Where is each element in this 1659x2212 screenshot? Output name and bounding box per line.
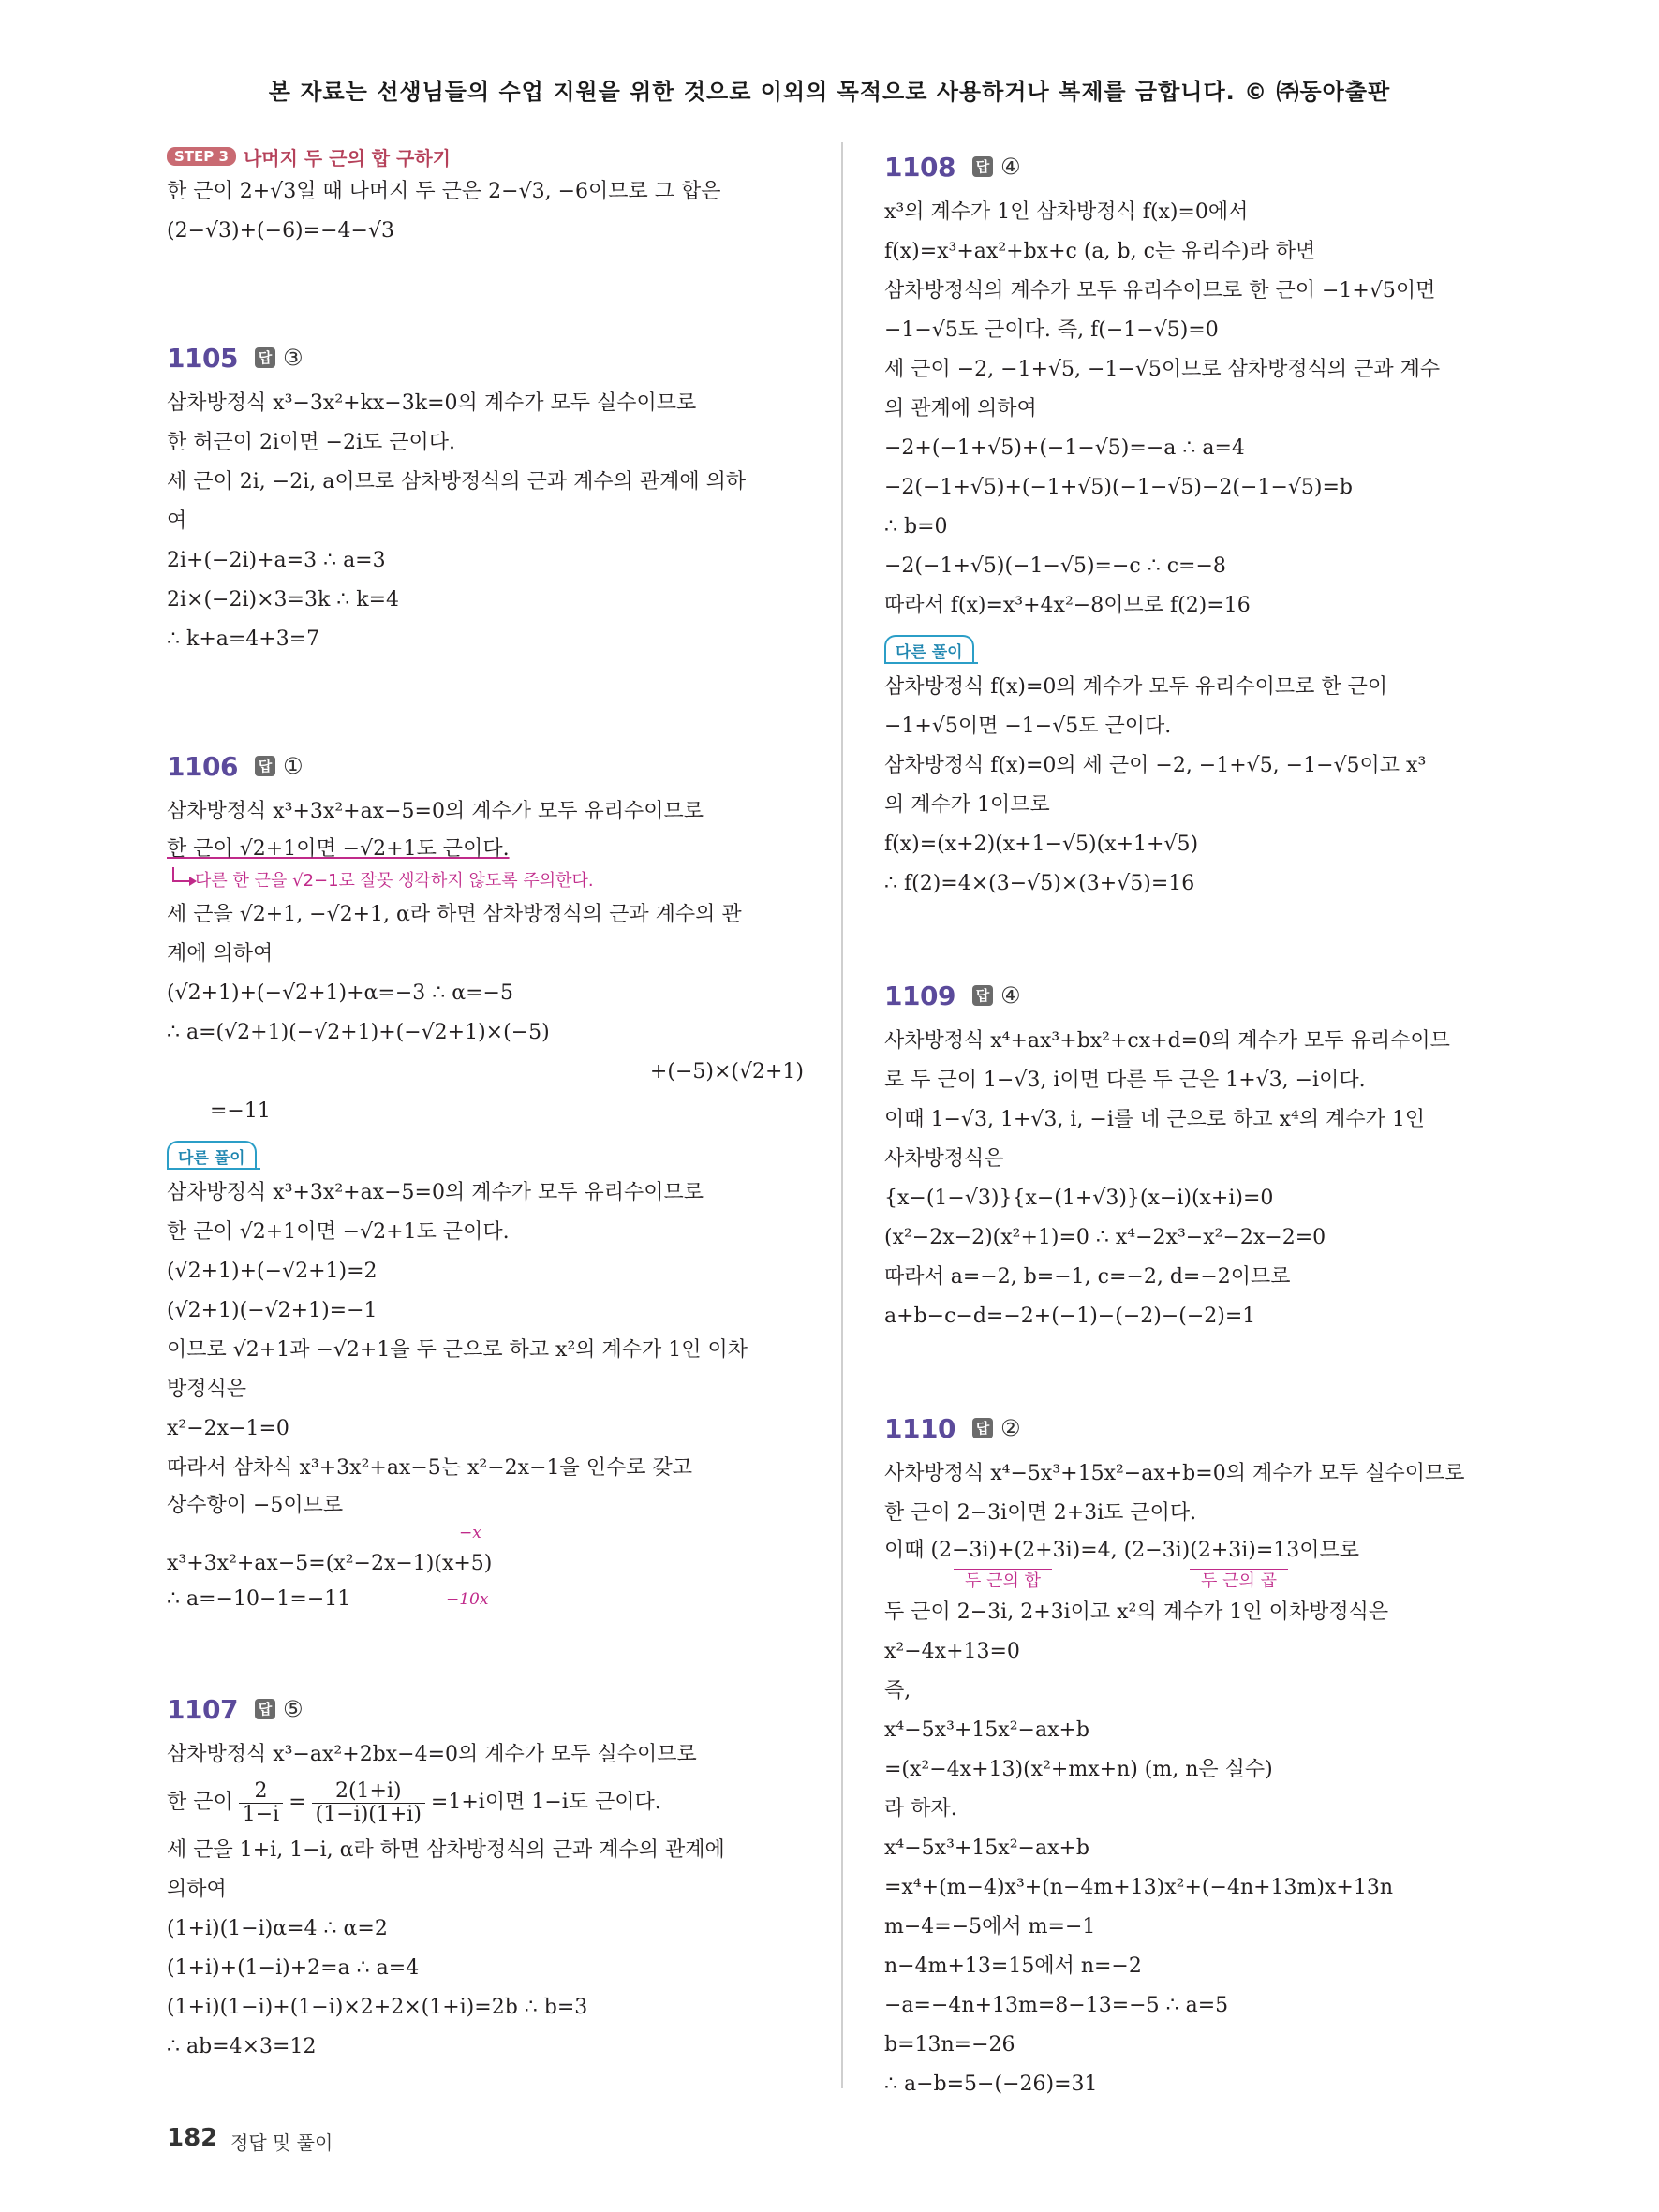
problem-1107 [167, 1683, 804, 2067]
left-column [167, 140, 804, 2067]
text-line: 세 근을 √2+1, −√2+1, α라 하면 삼차방정식의 근과 계수의 관 [167, 903, 742, 926]
product-of-roots-label: 두 근의 곱 [1190, 1569, 1288, 1594]
answer-choice: ⑤ [282, 1696, 304, 1722]
text-line: 삼차방정식 f(x)=0의 계수가 모두 유리수이므로 한 근이 [884, 675, 1388, 699]
step3-header [167, 140, 804, 172]
text-line: x²−2x−1=0 [167, 1417, 289, 1440]
text-line: x⁴−5x³+15x²−ax+b [884, 1836, 1090, 1860]
annotation-row [884, 1569, 1521, 1593]
problem-header [884, 1402, 1521, 1454]
text-line: −2(−1+√5)+(−1+√5)(−1−√5)−2(−1−√5)=b [884, 476, 1353, 499]
text-fragment: =1+i이면 1−i도 근이다. [430, 1791, 661, 1814]
text-line: 이때 (2−3i)+(2+3i)=4, (2−3i)(2+3i)=13이므로 [884, 1539, 1360, 1562]
text-line: 세 근을 1+i, 1−i, α라 하면 삼차방정식의 근과 계수의 관계에 [167, 1838, 725, 1862]
text-line: 의 관계에 의하여 [884, 397, 1037, 420]
answer-choice: ④ [1000, 154, 1021, 180]
text-line: (√2+1)+(−√2+1)=2 [167, 1260, 378, 1283]
text-line: 두 근이 2−3i, 2+3i이고 x²의 계수가 1인 이차방정식은 [884, 1600, 1389, 1624]
text-line: 삼차방정식의 계수가 모두 유리수이므로 한 근이 −1+√5이면 [884, 279, 1436, 302]
problem-number: 1108 [884, 151, 955, 183]
text-line: =(x²−4x+13)(x²+mx+n) (m, n은 실수) [884, 1758, 1273, 1781]
text-fragment: 한 근이 [167, 1791, 233, 1814]
caution-note [167, 867, 804, 895]
arrow-icon [172, 867, 191, 882]
problem-header [884, 140, 1521, 193]
text-line: −1+√5이면 −1−√5도 근이다. [884, 715, 1172, 738]
text-line: −2+(−1+√5)+(−1−√5)=−a ∴ a=4 [884, 436, 1245, 460]
text-line: 상수항이 −5이므로 [167, 1494, 344, 1517]
text-line [167, 1582, 804, 1617]
text-line: −1−√5도 근이다. 즉, f(−1−√5)=0 [884, 318, 1219, 342]
text-line: 라 하자. [884, 1797, 957, 1821]
fraction [239, 1780, 283, 1826]
text-line: (2−√3)+(−6)=−4−√3 [167, 219, 394, 243]
problem-header [167, 740, 804, 792]
answer-icon: 답 [972, 985, 993, 1006]
text-line: 삼차방정식 x³+3x²+ax−5=0의 계수가 모두 유리수이므로 [167, 1181, 704, 1204]
text-line: 한 허근이 2i이면 −2i도 근이다. [167, 431, 455, 454]
text-line: =x⁴+(m−4)x³+(n−4m+13)x²+(−4n+13m)x+13n [884, 1876, 1393, 1899]
text-line: b=13n=−26 [884, 2033, 1015, 2057]
denominator: 1−i [239, 1803, 283, 1826]
text-line [167, 832, 804, 867]
alt-solution-rule [167, 1168, 260, 1170]
right-column [884, 140, 1521, 2104]
fraction [312, 1780, 425, 1826]
fraction-line [167, 1775, 804, 1831]
text-line: 삼차방정식 x³+3x²+ax−5=0의 계수가 모두 유리수이므로 [167, 800, 704, 823]
text-line: x⁴−5x³+15x²−ax+b [884, 1718, 1090, 1742]
answer-icon: 답 [255, 1699, 275, 1719]
annotation-minus-10x: −10x [446, 1590, 489, 1609]
text-line: 여 [167, 509, 187, 533]
denominator: (1−i)(1+i) [312, 1803, 425, 1826]
text-line: 사차방정식은 [884, 1147, 1004, 1171]
text-line: 세 근이 −2, −1+√5, −1−√5이므로 삼차방정식의 근과 계수 [884, 358, 1441, 381]
final-answer: ∴ a=−10−1=−11 [167, 1587, 351, 1611]
text-line: x³의 계수가 1인 삼차방정식 f(x)=0에서 [884, 200, 1249, 224]
text-line: ∴ a=(√2+1)(−√2+1)+(−√2+1)×(−5) [167, 1021, 550, 1044]
problem-number: 1107 [167, 1693, 238, 1725]
text-line: ∴ f(2)=4×(3−√5)×(3+√5)=16 [884, 872, 1195, 895]
problem-1110 [884, 1402, 1521, 2104]
answer-icon: 답 [255, 756, 275, 776]
footer-label: 정답 및 풀이 [230, 2131, 333, 2154]
problem-number: 1105 [167, 342, 238, 374]
answer-choice: ③ [282, 345, 304, 371]
text-line: ∴ a−b=5−(−26)=31 [884, 2072, 1098, 2096]
text-line: 한 근이 √2+1이면 −√2+1도 근이다. [167, 1220, 510, 1244]
note-text: 다른 한 근을 √2−1로 잘못 생각하지 않도록 주의한다. [195, 871, 594, 891]
text-line: 사차방정식 x⁴−5x³+15x²−ax+b=0의 계수가 모두 실수이므로 [884, 1462, 1465, 1485]
text-line: 따라서 f(x)=x³+4x²−8이므로 f(2)=16 [884, 594, 1251, 617]
text-line: 2i+(−2i)+a=3 ∴ a=3 [167, 549, 386, 572]
text-line: 한 근이 2−3i이면 2+3i도 근이다. [884, 1501, 1197, 1525]
text-line: −2(−1+√5)(−1−√5)=−c ∴ c=−8 [884, 554, 1226, 578]
problem-number: 1110 [884, 1412, 955, 1444]
numerator: 2 [254, 1778, 268, 1803]
problem-number: 1106 [167, 750, 238, 782]
answer-icon: 답 [255, 347, 275, 368]
problem-1105 [167, 332, 804, 659]
text-line: 로 두 근이 1−√3, i이면 다른 두 근은 1+√3, −i이다. [884, 1069, 1366, 1092]
answer-icon: 답 [972, 156, 993, 177]
step-badge: STEP 3 [167, 147, 236, 166]
text-line: a+b−c−d=−2+(−1)−(−2)−(−2)=1 [884, 1305, 1256, 1328]
text-line: (x²−2x−2)(x²+1)=0 ∴ x⁴−2x³−x²−2x−2=0 [884, 1226, 1326, 1249]
text-line: 세 근이 2i, −2i, a이므로 삼차방정식의 근과 계수의 관계에 의하 [167, 470, 747, 494]
answer-choice: ① [282, 753, 304, 779]
text-line: x²−4x+13=0 [884, 1640, 1020, 1663]
text-line: n−4m+13=15에서 n=−2 [884, 1954, 1142, 1978]
problem-1109 [884, 969, 1521, 1336]
answer-icon: 답 [972, 1418, 993, 1438]
numerator: 2(1+i) [334, 1778, 402, 1803]
column-divider [841, 142, 843, 2088]
annotation-row [167, 1524, 804, 1546]
text-line: +(−5)×(√2+1) [649, 1060, 804, 1084]
page-number: 182 [167, 2124, 218, 2152]
text-line: x³+3x²+ax−5=(x²−2x−1)(x+5) [167, 1552, 493, 1575]
problem-number: 1109 [884, 980, 955, 1011]
text-line: 2i×(−2i)×3=3k ∴ k=4 [167, 588, 400, 612]
problem-header [884, 969, 1521, 1022]
step-title: 나머지 두 근의 합 구하기 [243, 146, 451, 170]
problem-header [167, 332, 804, 384]
answer-choice: ④ [1000, 982, 1021, 1009]
text-line: (√2+1)+(−√2+1)+α=−3 ∴ α=−5 [167, 981, 513, 1005]
text-line: {x−(1−√3)}{x−(1+√3)}(x−i)(x+i)=0 [884, 1187, 1274, 1210]
text-line: 삼차방정식 x³−3x²+kx−3k=0의 계수가 모두 실수이므로 [167, 391, 697, 415]
text-line: 한 근이 2+√3일 때 나머지 두 근은 2−√3, −6이므로 그 합은 [167, 180, 721, 203]
text-line: 따라서 a=−2, b=−1, c=−2, d=−2이므로 [884, 1265, 1291, 1289]
alt-solution-rule [884, 662, 978, 664]
text-line: 계에 의하여 [167, 942, 274, 966]
text-line: ∴ ab=4×3=12 [167, 2035, 317, 2058]
text-line: 방정식은 [167, 1378, 247, 1401]
sum-of-roots-label: 두 근의 합 [954, 1569, 1052, 1594]
text-line: −a=−4n+13m=8−13=−5 ∴ a=5 [884, 1994, 1229, 2017]
text-line: 즉, [884, 1679, 911, 1703]
text-line: 따라서 삼차식 x³+3x²+ax−5는 x²−2x−1을 인수로 갖고 [167, 1456, 693, 1480]
text-line: m−4=−5에서 m=−1 [884, 1915, 1096, 1939]
copyright-banner: 본 자료는 선생님들의 수업 지원을 위한 것으로 이외의 목적으로 사용하거나 복제를 금합니다. © ㈜동아출판 [268, 79, 1391, 105]
text-line: ∴ k+a=4+3=7 [167, 627, 320, 651]
text-line: 삼차방정식 f(x)=0의 세 근이 −2, −1+√5, −1−√5이고 x³ [884, 754, 1427, 777]
text-line: 의하여 [167, 1878, 227, 1901]
text-line: f(x)=(x+2)(x+1−√5)(x+1+√5) [884, 833, 1199, 856]
text-line: (1+i)(1−i)α=4 ∴ α=2 [167, 1917, 388, 1940]
problem-1106 [167, 740, 804, 1617]
problem-header [167, 1683, 804, 1735]
text-line: 사차방정식 x⁴+ax³+bx²+cx+d=0의 계수가 모두 유리수이므 [884, 1029, 1450, 1053]
text-line: (1+i)(1−i)+(1−i)×2+2×(1+i)=2b ∴ b=3 [167, 1996, 588, 2019]
text-line: =−11 [210, 1099, 271, 1123]
text-line: 이때 1−√3, 1+√3, i, −i를 네 근으로 하고 x⁴의 계수가 1인 [884, 1108, 1426, 1131]
underlined-text: 한 근이 √2+1이면 −√2+1도 근이다. [167, 837, 510, 861]
text-line: (1+i)+(1−i)+2=a ∴ a=4 [167, 1956, 420, 1980]
alt-solution-badge: 다른 풀이 [884, 635, 974, 662]
text-line: 삼차방정식 x³−ax²+2bx−4=0의 계수가 모두 실수이므로 [167, 1743, 697, 1766]
alt-solution-badge: 다른 풀이 [167, 1141, 257, 1168]
text-line: (√2+1)(−√2+1)=−1 [167, 1299, 378, 1322]
equals-sign: = [289, 1791, 306, 1814]
problem-1108 [884, 140, 1521, 904]
text-line: 이므로 √2+1과 −√2+1을 두 근으로 하고 x²의 계수가 1인 이차 [167, 1338, 748, 1362]
answer-choice: ② [1000, 1415, 1021, 1441]
text-line: f(x)=x³+ax²+bx+c (a, b, c는 유리수)라 하면 [884, 240, 1316, 263]
text-line: ∴ b=0 [884, 515, 948, 538]
text-line: 의 계수가 1이므로 [884, 793, 1050, 817]
annotation-minus-x: −x [459, 1524, 481, 1542]
